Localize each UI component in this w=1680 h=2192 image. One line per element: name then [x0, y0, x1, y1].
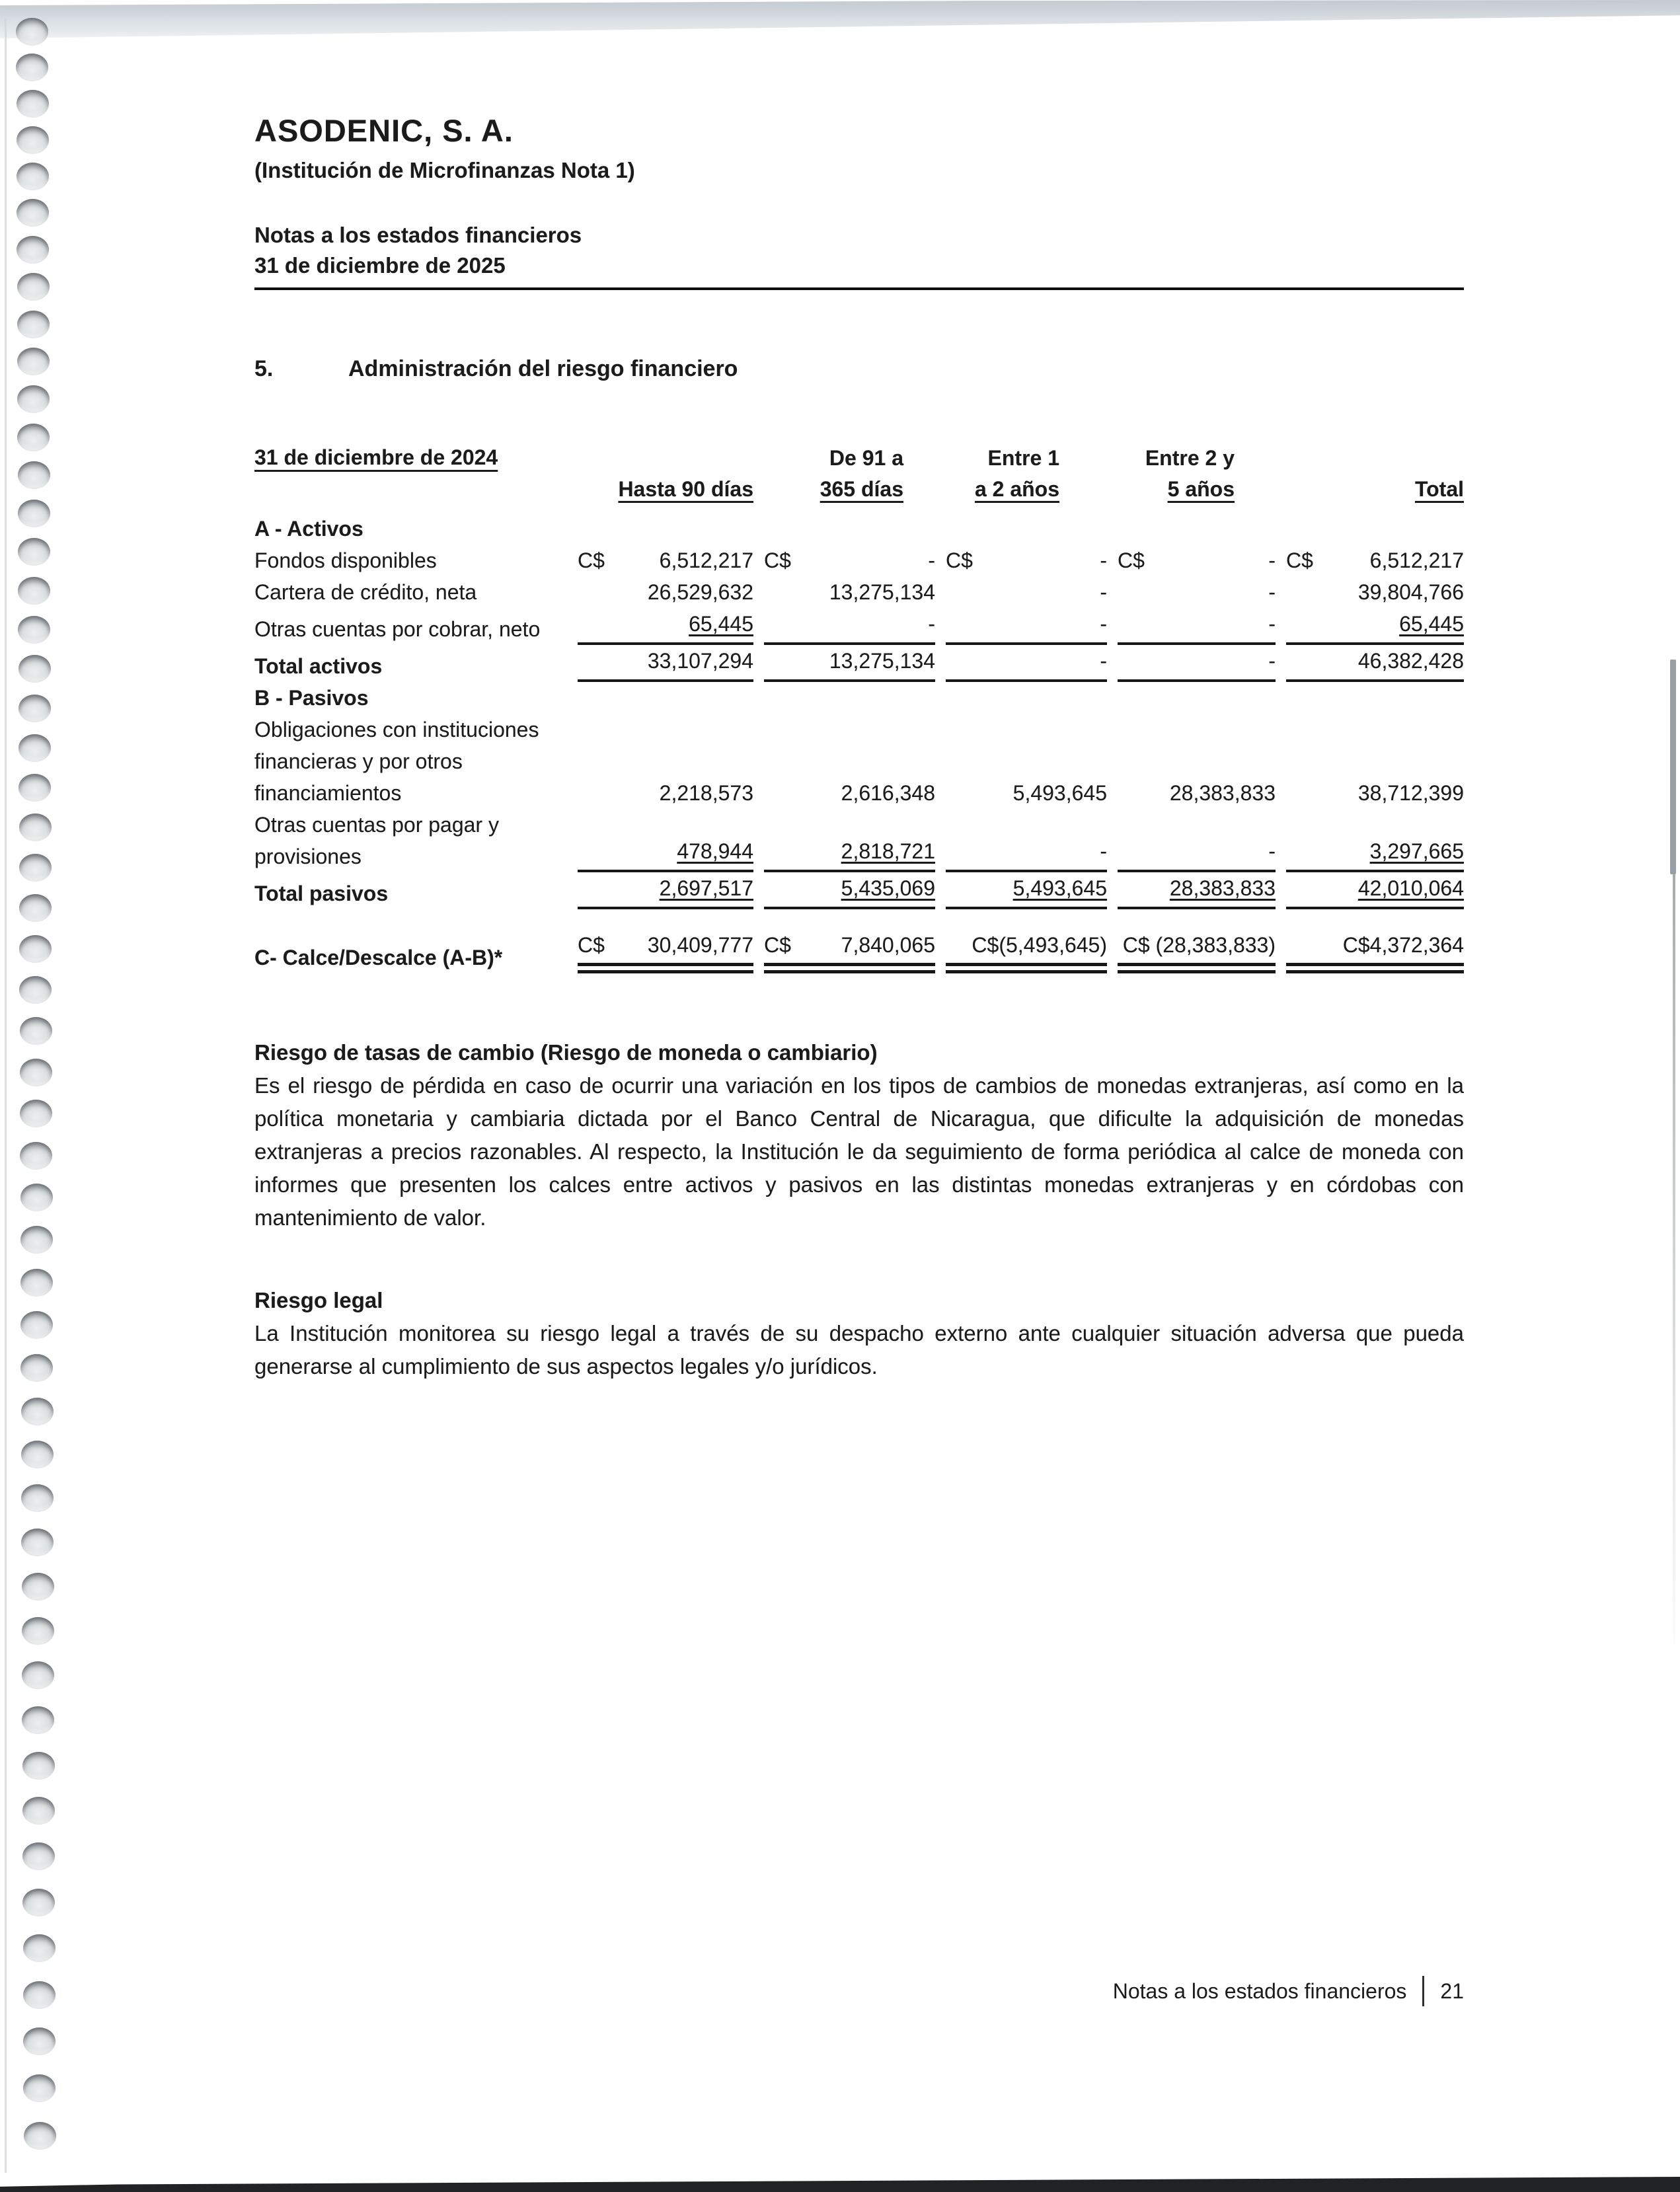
currency-symbol: C$: [764, 933, 791, 957]
table-cell: [578, 929, 753, 973]
table-cell: [1286, 872, 1464, 909]
binder-hole: [17, 385, 50, 413]
table-cell: [946, 576, 1107, 608]
binder-hole: [19, 854, 52, 882]
section-number: 5.: [254, 356, 274, 381]
cell-value: 5,435,069: [841, 876, 935, 900]
table-cell: [946, 777, 1107, 809]
currency-symbol: C$: [578, 933, 605, 957]
binder-hole: [22, 1752, 55, 1780]
table-cell: [764, 835, 935, 872]
cell-value: 33,107,294: [647, 649, 753, 673]
cell-value: -: [1100, 612, 1107, 636]
table-cell: [1286, 576, 1464, 608]
cell-value: 13,275,134: [829, 580, 935, 604]
binder-hole: [19, 655, 51, 683]
binder-hole: [22, 1661, 54, 1689]
risk-legal-section: [254, 1284, 1464, 1383]
table-cell: [1118, 835, 1276, 872]
scan-bottom-edge: [0, 2176, 1680, 2192]
cell-value: 46,382,428: [1357, 649, 1464, 673]
table-cell: [578, 645, 753, 682]
table-cell: [764, 929, 935, 973]
cell-value: 28,383,833: [1169, 781, 1276, 805]
cell-value: 3,297,665: [1369, 839, 1464, 863]
cell-value: 65,445: [1399, 612, 1464, 636]
currency-symbol: C$: [946, 548, 973, 572]
scan-left-edge-line: [5, 19, 7, 2173]
cell-value: 2,697,517: [659, 876, 753, 900]
binder-hole: [17, 424, 50, 451]
binder-hole: [22, 1842, 55, 1870]
column-header-de-91-a-365-dias: De 91 a 365 días: [820, 446, 903, 501]
cell-value: -: [928, 548, 935, 572]
binder-hole: [19, 894, 52, 922]
row-label: Total activos: [254, 654, 383, 678]
row-label: Cartera de crédito, neta: [254, 580, 477, 604]
cell-value: -: [1100, 548, 1107, 572]
table-cell: [1286, 777, 1464, 809]
binder-hole: [20, 1269, 53, 1297]
cell-value: 2,616,348: [841, 781, 935, 805]
cell-value: 478,944: [677, 839, 753, 863]
cell-value: -: [1268, 548, 1276, 572]
cell-value: C$ (28,383,833): [1122, 933, 1276, 957]
binder-hole: [20, 1226, 53, 1254]
currency-symbol: C$: [1118, 548, 1145, 572]
binder-hole: [17, 126, 49, 154]
column-header-entre-1-a-2-anos: Entre 1 a 2 años: [974, 446, 1059, 501]
cell-value: 5,493,645: [1012, 781, 1107, 805]
binder-hole: [18, 538, 50, 566]
document-date: 31 de diciembre de 2025: [254, 253, 506, 278]
cell-value: -: [928, 612, 935, 636]
table-cell: [578, 545, 753, 576]
risk-exchange-section: [254, 1036, 1464, 1234]
table-cell: [578, 872, 753, 909]
table-row: [254, 872, 1464, 909]
binder-hole: [19, 976, 52, 1004]
page-number: 21: [1440, 1979, 1464, 2003]
table-cell: [1286, 835, 1464, 872]
binder-hole: [21, 1484, 54, 1512]
page-footer: [1113, 1976, 1464, 2006]
scan-right-edge-shadow: [1673, 874, 1675, 1644]
binder-hole: [19, 774, 51, 802]
header-rule: [254, 287, 1464, 290]
table-cell: [764, 777, 935, 809]
row-label: Total pasivos: [254, 882, 389, 905]
table-row: [254, 645, 1464, 682]
cell-value: -: [1268, 580, 1276, 604]
table-cell: [764, 608, 935, 645]
column-header-total: Total: [1414, 477, 1464, 501]
row-label: Obligaciones con instituciones financieras y por otros financiamientos: [254, 718, 539, 805]
cell-value: 39,804,766: [1357, 580, 1464, 604]
table-row: [254, 608, 1464, 645]
cell-value: -: [1100, 580, 1107, 604]
binder-hole: [23, 1981, 56, 2009]
cell-value: 7,840,065: [841, 933, 935, 957]
binder-hole: [20, 1311, 53, 1339]
currency-symbol: C$: [578, 548, 605, 572]
cell-value: 13,275,134: [829, 649, 935, 673]
table-cell: [946, 608, 1107, 645]
footer-separator: [1422, 1976, 1424, 2006]
binder-hole: [20, 1142, 52, 1170]
table-row: [254, 545, 1464, 576]
binder-hole: [16, 18, 48, 46]
table-cell: [1118, 777, 1276, 809]
binder-hole: [18, 500, 50, 527]
table-date-label: 31 de diciembre de 2024: [254, 445, 498, 469]
cell-value: -: [1268, 649, 1276, 673]
cell-value: 6,512,217: [659, 548, 753, 572]
company-subtitle: (Institución de Microfinanzas Nota 1): [254, 158, 635, 182]
table-cell: [764, 545, 935, 576]
binder-hole: [20, 1184, 53, 1211]
cell-value: -: [1268, 839, 1276, 863]
table-cell: [1286, 645, 1464, 682]
scan-right-edge-shadow: [1670, 660, 1676, 874]
binder-hole: [21, 1398, 54, 1425]
maturity-table: [254, 441, 1464, 973]
table-row: [254, 714, 1464, 809]
binder-hole: [18, 577, 50, 605]
column-header-entre-2-y-5-anos: Entre 2 y 5 años: [1145, 446, 1235, 501]
binder-hole: [20, 1059, 52, 1086]
binder-hole: [18, 616, 50, 644]
binder-hole: [21, 1529, 54, 1556]
table-cell: [1118, 645, 1276, 682]
row-label: B - Pasivos: [254, 686, 369, 710]
row-label: Fondos disponibles: [254, 548, 437, 572]
binder-hole: [19, 734, 51, 762]
cell-value: 6,512,217: [1369, 548, 1464, 572]
table-cell: [1118, 545, 1276, 576]
binder-hole: [17, 311, 50, 338]
cell-value: 2,818,721: [841, 839, 935, 863]
currency-symbol: C$: [764, 548, 791, 572]
cell-value: 30,409,777: [647, 933, 753, 957]
table-row: [254, 809, 1464, 872]
page-content: [254, 0, 1464, 1383]
table-cell: [1118, 608, 1276, 645]
cell-value: 2,218,573: [659, 781, 753, 805]
table-cell: [578, 835, 753, 872]
cell-value: 26,529,632: [647, 580, 753, 604]
binder-hole: [19, 935, 52, 963]
cell-value: C$(5,493,645): [972, 933, 1107, 957]
cell-value: -: [1268, 612, 1276, 636]
row-label: A - Activos: [254, 517, 363, 541]
table-cell: [946, 835, 1107, 872]
table-row: [254, 682, 1464, 714]
table-row: [254, 513, 1464, 545]
table-cell: [1286, 608, 1464, 645]
table-cell: [578, 576, 753, 608]
risk-exchange-heading: Riesgo de tasas de cambio (Riesgo de moneda o cambiario): [254, 1040, 878, 1065]
section-title: Administración del riesgo financiero: [348, 356, 738, 381]
cell-value: 42,010,064: [1357, 876, 1464, 900]
risk-legal-heading: Riesgo legal: [254, 1288, 383, 1312]
binder-hole: [17, 273, 50, 301]
binder-hole: [22, 1706, 54, 1734]
cell-value: 5,493,645: [1012, 876, 1107, 900]
risk-exchange-body: Es el riesgo de pérdida en caso de ocurrir una variación en los tipos de cambios de monedas extranjeras, así como en la política monetaria y cambiaria dictada por el Banco Central de Nicaragua, que dificulte la adquisición de monedas extranjeras a precios razonables. Al respecto, la Institución le da seguimiento de forma periódica al calce de moneda con informes que presenten los calces entre activos y pasivos en las distintas monedas extranjeras y en córdobas con mantenimiento de valor.: [254, 1073, 1464, 1230]
binder-hole: [17, 90, 49, 118]
table-cell: [764, 872, 935, 909]
table-cell: [578, 777, 753, 809]
binder-hole: [23, 2027, 56, 2055]
table-header-row: [254, 441, 1464, 505]
currency-symbol: C$: [1286, 548, 1313, 572]
table-cell: [1286, 929, 1464, 973]
cell-value: -: [1100, 839, 1107, 863]
binder-hole: [22, 1889, 55, 1916]
footer-label: Notas a los estados financieros: [1112, 1979, 1407, 2003]
table-cell: [1118, 576, 1276, 608]
binder-hole: [17, 163, 49, 190]
binder-hole: [22, 1797, 55, 1825]
table-cell: [946, 872, 1107, 909]
binder-hole: [22, 1617, 54, 1645]
table-cell: [946, 545, 1107, 576]
cell-value: 65,445: [689, 612, 753, 636]
table-cell: [946, 645, 1107, 682]
binder-hole: [18, 461, 50, 489]
binder-hole: [24, 2122, 56, 2150]
binder-hole: [17, 199, 49, 227]
column-header-hasta-90-dias: Hasta 90 días: [618, 477, 753, 501]
table-cell: [578, 608, 753, 645]
binder-hole: [16, 54, 48, 81]
binder-hole: [23, 2074, 56, 2102]
binder-hole: [22, 1573, 54, 1601]
cell-value: 38,712,399: [1357, 781, 1464, 805]
cell-value: 28,383,833: [1169, 876, 1276, 900]
table-cell: [946, 929, 1107, 973]
binder-hole: [17, 236, 49, 264]
company-name: ASODENIC, S. A.: [254, 113, 514, 148]
table-cell: [1118, 872, 1276, 909]
binder-hole: [21, 1441, 54, 1468]
table-cell: [764, 645, 935, 682]
binder-hole: [20, 1354, 53, 1382]
table-row: [254, 576, 1464, 608]
binder-hole: [19, 695, 51, 722]
table-cell: [764, 576, 935, 608]
document-title: Notas a los estados financieros: [254, 223, 582, 247]
table-cell: [1118, 929, 1276, 973]
section-heading: [254, 356, 1464, 382]
binder-hole: [23, 1934, 56, 1962]
table-cell: [1286, 545, 1464, 576]
cell-value: -: [1100, 649, 1107, 673]
row-label: Otras cuentas por pagar y provisiones: [254, 813, 499, 868]
table-row: [254, 929, 1464, 973]
row-label: C- Calce/Descalce (A-B)*: [254, 946, 503, 969]
binder-hole: [19, 813, 52, 841]
risk-legal-body: La Institución monitorea su riesgo legal a través de su despacho externo ante cualquier situación adversa que pueda generarse al cumplimiento de sus aspectos legales y/o jurídicos.: [254, 1321, 1464, 1379]
cell-value: C$4,372,364: [1342, 933, 1464, 957]
table-body: [254, 513, 1464, 973]
binder-hole: [17, 348, 50, 375]
binder-hole: [20, 1100, 52, 1127]
binder-hole: [20, 1017, 52, 1045]
row-label: Otras cuentas por cobrar, neto: [254, 617, 541, 641]
